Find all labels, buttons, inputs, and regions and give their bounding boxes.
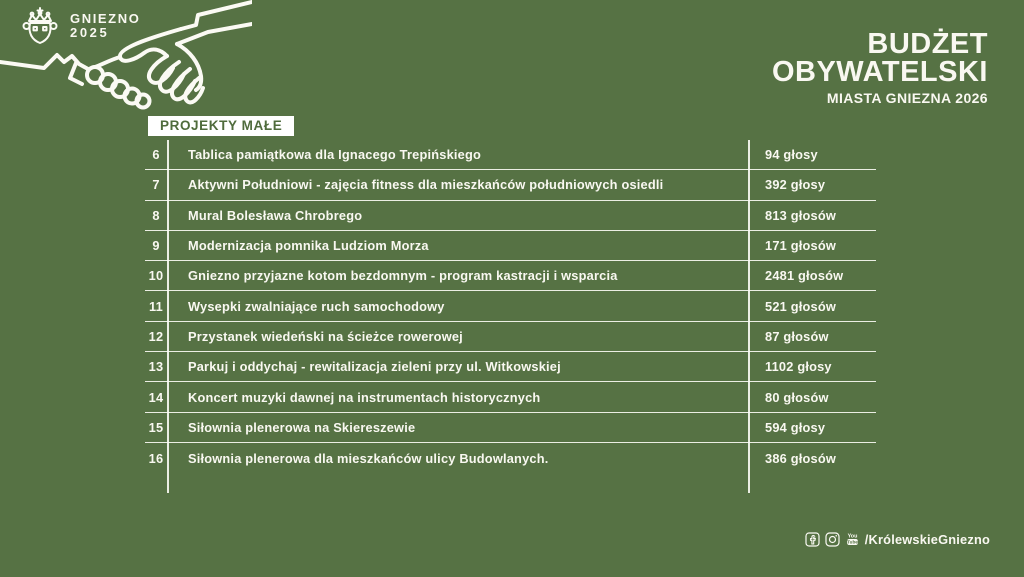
project-name: Parkuj i oddychaj - rewitalizacja zieleni przy ul. Witkowskiej [188, 359, 561, 375]
title-line-2: OBYWATELSKI [771, 55, 988, 88]
youtube-icon[interactable] [845, 532, 860, 547]
project-votes: 80 głosów [765, 389, 829, 405]
table-row [145, 140, 876, 170]
table-row [145, 443, 876, 473]
facebook-icon[interactable] [805, 532, 820, 547]
title-line-1: BUDŻET [867, 28, 988, 60]
project-number: 11 [149, 298, 163, 314]
project-number: 7 [152, 177, 160, 193]
table-rows [145, 140, 876, 473]
project-votes: 94 głosy [765, 147, 818, 163]
social-handle[interactable]: /KrólewskieGniezno [864, 532, 990, 547]
gniezno-crest-icon [18, 6, 62, 48]
project-votes: 171 głosów [765, 238, 836, 254]
title-subtitle: MIASTA GNIEZNA 2026 [826, 90, 988, 106]
table-row [145, 322, 876, 352]
project-votes: 2481 głosów [765, 268, 844, 284]
project-votes: 521 głosów [765, 298, 836, 314]
project-number: 8 [152, 207, 160, 223]
project-votes: 594 głosy [765, 419, 826, 435]
project-name: Modernizacja pomnika Ludziom Morza [188, 238, 429, 254]
project-name: Gniezno przyjazne kotom bezdomnym - program kastracji i wsparcia [188, 268, 618, 284]
table-row [145, 170, 876, 200]
project-number: 9 [152, 238, 160, 254]
table-row [145, 201, 876, 231]
logo [18, 6, 140, 48]
project-number: 13 [148, 359, 164, 375]
project-number: 16 [148, 450, 164, 466]
table-row [145, 231, 876, 261]
project-name: Mural Bolesława Chrobrego [188, 207, 363, 223]
project-name: Siłownia plenerowa na Skiereszewie [188, 419, 416, 435]
column-divider [748, 140, 750, 493]
logo-text [70, 12, 140, 40]
project-number: 10 [148, 268, 164, 284]
project-votes: 813 głosów [765, 207, 836, 223]
instagram-icon[interactable] [825, 532, 840, 547]
table-row [145, 382, 876, 412]
project-name: Koncert muzyki dawnej na instrumentach historycznych [188, 389, 541, 405]
project-number: 14 [148, 389, 164, 405]
section-badge: PROJEKTY MAŁE [148, 116, 294, 136]
table-row [145, 291, 876, 321]
logo-year: 2025 [70, 25, 110, 40]
project-name: Aktywni Południowi - zajęcia fitness dla mieszkańców południowych osiedli [188, 177, 664, 193]
project-votes: 386 głosów [765, 450, 836, 466]
project-name: Siłownia plenerowa dla mieszkańców ulicy Budowlanych. [188, 450, 549, 466]
table-row [145, 352, 876, 382]
project-name: Wysepki zwalniające ruch samochodowy [188, 298, 445, 314]
column-divider [167, 140, 169, 493]
projects-table [145, 140, 876, 493]
project-name: Przystanek wiedeński na ścieżce rowerowej [188, 328, 463, 344]
project-votes: 1102 głosy [765, 359, 832, 375]
svg-text:Tube: Tube [846, 539, 858, 545]
table-row [145, 261, 876, 291]
page-title [771, 28, 988, 106]
project-name: Tablica pamiątkowa dla Ignacego Trepińskiego [188, 147, 482, 163]
project-number: 12 [148, 328, 164, 344]
logo-city: GNIEZNO [70, 11, 141, 26]
svg-text:You: You [847, 533, 858, 540]
project-votes: 87 głosów [765, 328, 829, 344]
project-number: 6 [152, 147, 160, 163]
project-number: 15 [148, 419, 164, 435]
table-row [145, 413, 876, 443]
social-bar [805, 532, 990, 547]
project-votes: 392 głosy [765, 177, 826, 193]
